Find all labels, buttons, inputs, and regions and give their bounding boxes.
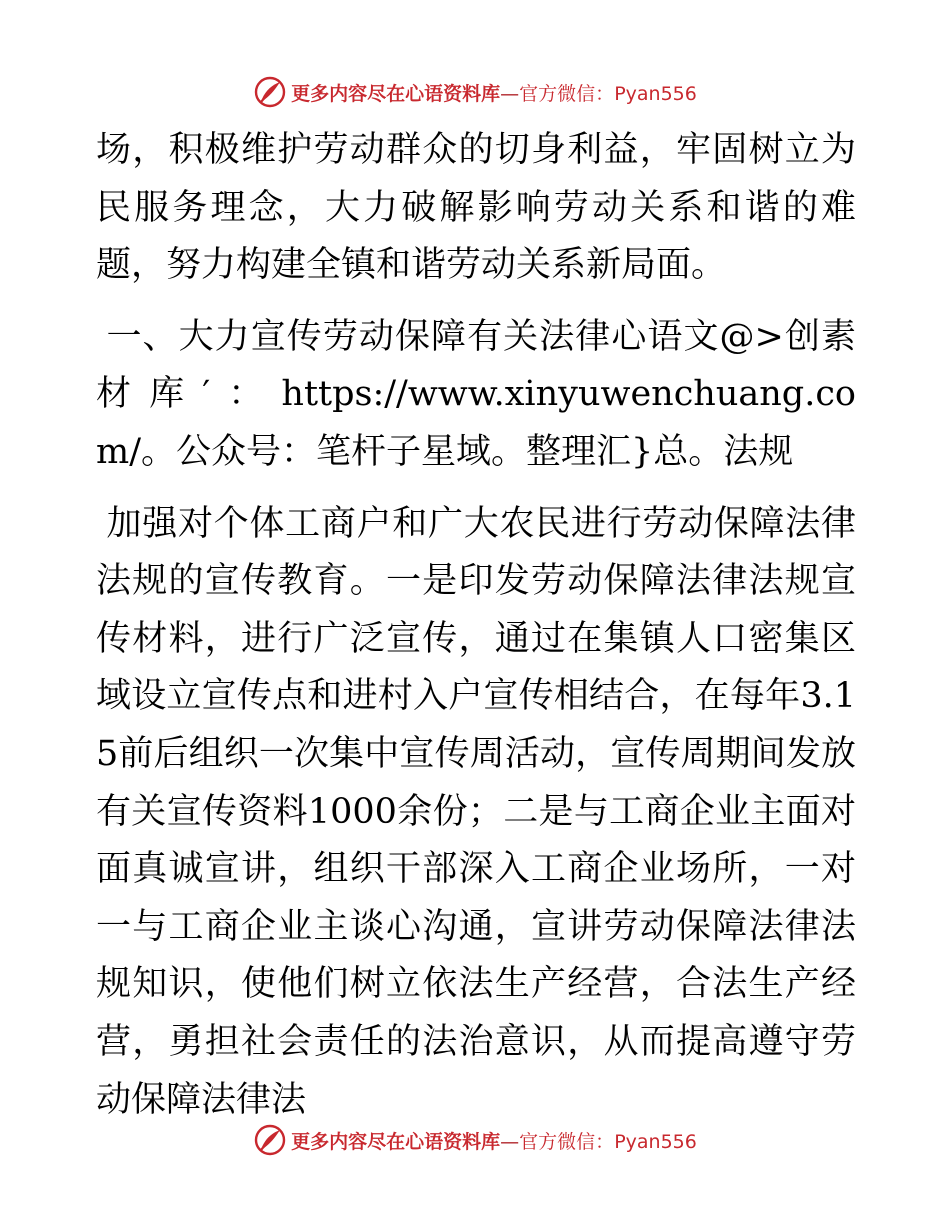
header-wechat-label: 官方微信： — [519, 82, 615, 105]
footer-wechat-id: Pyan556 — [614, 1130, 697, 1153]
footer-separator: — — [500, 1130, 520, 1153]
footer-site-name: 更多内容尽在心语资料库 — [291, 1130, 501, 1153]
document-body — [96, 122, 856, 1129]
header-banner — [0, 72, 950, 112]
quill-logo-icon — [253, 75, 287, 109]
header-separator: — — [500, 82, 520, 105]
header-banner-text — [291, 79, 697, 106]
footer-banner — [0, 1120, 950, 1160]
header-wechat-id: Pyan556 — [614, 82, 697, 105]
footer-banner-text — [291, 1127, 697, 1154]
paragraph-continuation: 场，积极维护劳动群众的切身利益，牢固树立为民服务理念，大力破解影响劳动关系和谐的难题，努力构建全镇和谐劳动关系新局面。 — [96, 130, 856, 286]
footer-wechat-label: 官方微信： — [519, 1130, 615, 1153]
header-site-name: 更多内容尽在心语资料库 — [291, 82, 501, 105]
section-heading: 一、大力宣传劳动保障有关法律心语文@>创素材库′：https://www.xinyuwenchuang.com/。公众号：笔杆子星域。整理汇}总。法规 — [96, 316, 856, 472]
quill-logo-icon — [253, 1123, 287, 1157]
paragraph-body: 加强对个体工商户和广大农民进行劳动保障法律法规的宣传教育。一是印发劳动保障法律法规宣传材料，进行广泛宣传，通过在集镇人口密集区域设立宣传点和进村入户宣传相结合，在每年3.15前后组织一次集中宣传周活动，宣传周期间发放有关宣传资料1000余份；二是与工商企业主面对面真诚宣讲，组织干部深入工商企业场所，一对一与工商企业主谈心沟通，宣讲劳动保障法律法规知识，使他们树立依法生产经营，合法生产经营，勇担社会责任的法治意识，从而提高遵守劳动保障法律法 — [96, 503, 856, 1120]
